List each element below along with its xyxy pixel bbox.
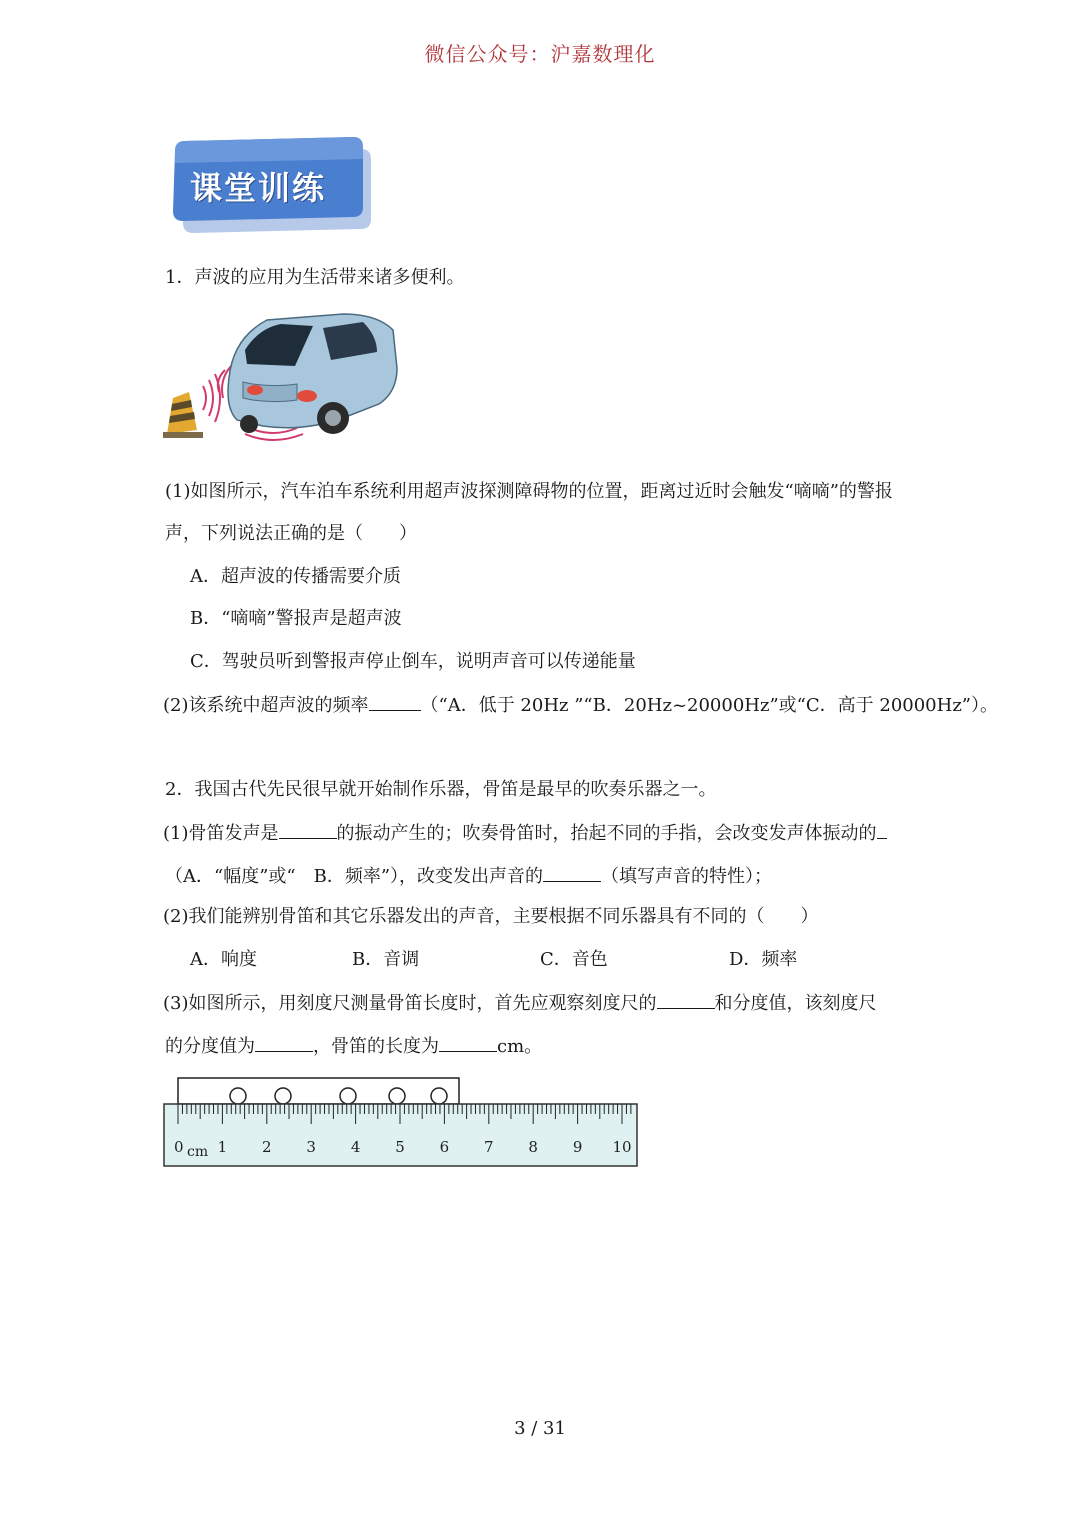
- q1-part2-choices: （“A．低于 20Hz ”“B．20Hz~20000Hz”或“C．高于 20000Hz”）。: [420, 695, 999, 716]
- car-parking-figure: [163, 308, 399, 443]
- q2-option-c: C．音色: [540, 949, 608, 970]
- q1-part1-line1: (1)如图所示，汽车泊车系统利用超声波探测障碍物的位置，距离过近时会触发“嘀嘀”的警报: [165, 481, 893, 502]
- bone-flute: [178, 1078, 459, 1104]
- q2-option-b: B．音调: [352, 949, 420, 970]
- q2-part2: (2)我们能辨别骨笛和其它乐器发出的声音，主要根据不同乐器具有不同的（ ）: [163, 906, 819, 927]
- answer-blank[interactable]: [877, 820, 887, 839]
- ruler-label: 8: [528, 1138, 538, 1156]
- answer-blank[interactable]: [279, 820, 337, 839]
- header-watermark: 微信公众号：沪嘉数理化: [424, 42, 656, 66]
- ruler-label: 6: [439, 1138, 450, 1156]
- q2-part3-line1: [163, 990, 877, 1016]
- ruler-label: 7: [484, 1138, 494, 1156]
- ruler-label: 3: [306, 1138, 316, 1156]
- q2-option-d: D．频率: [729, 949, 798, 970]
- ruler-figure: [160, 1070, 645, 1175]
- q2-part3-text-d: ，骨笛的长度为: [313, 1036, 439, 1057]
- traffic-cone-icon: [163, 392, 203, 438]
- answer-blank[interactable]: [439, 1033, 497, 1052]
- ruler-label: 2: [262, 1138, 272, 1156]
- q1-stem: 1．声波的应用为生活带来诸多便利。: [165, 267, 465, 288]
- q2-part1-text-b: 的振动产生的；吹奏骨笛时，抬起不同的手指，会改变发声体振动的: [336, 823, 877, 844]
- q2-part3-text-b: 和分度值，该刻度尺: [714, 993, 877, 1014]
- q1-option-a: A．超声波的传播需要介质: [190, 566, 401, 587]
- q2-part1-text-c: （A．“幅度”或“ B．频率”），改变发出声音的: [165, 866, 544, 887]
- q2-part3-line2: [165, 1033, 542, 1059]
- q1-option-c: C．驾驶员听到警报声停止倒车，说明声音可以传递能量: [190, 651, 636, 672]
- q1-option-b: B．“嘀嘀”警报声是超声波: [190, 608, 402, 629]
- ruler-label: 9: [572, 1138, 583, 1156]
- q2-part1-line1: [163, 820, 887, 846]
- q2-part3-text-c: 的分度值为: [165, 1036, 255, 1057]
- page-number: 3 / 31: [514, 1418, 566, 1439]
- answer-blank[interactable]: [255, 1033, 313, 1052]
- q2-part1-text-d: （填写声音的特性）；: [601, 866, 773, 887]
- q1-part2: [163, 692, 998, 718]
- q2-part3-text-a: (3)如图所示，用刻度尺测量骨笛长度时，首先应观察刻度尺的: [163, 993, 657, 1014]
- section-title: 课堂训练: [190, 169, 327, 207]
- ruler-label: 0: [174, 1138, 184, 1156]
- q2-part3-unit: cm。: [497, 1036, 543, 1057]
- ruler-label: 5: [395, 1138, 405, 1156]
- answer-blank[interactable]: [543, 863, 601, 882]
- answer-blank[interactable]: [369, 692, 421, 711]
- q2-part1-line2: [165, 863, 772, 889]
- ruler-label: 4: [350, 1138, 361, 1156]
- answer-blank[interactable]: [657, 990, 715, 1009]
- q1-part1-line2: 声，下列说法正确的是（ ）: [165, 523, 417, 544]
- ruler-label: 10: [612, 1138, 632, 1156]
- q2-part1-text-a: (1)骨笛发声是: [163, 823, 279, 844]
- ruler-unit: cm: [187, 1144, 209, 1160]
- q2-stem: 2．我国古代先民很早就开始制作乐器，骨笛是最早的吹奏乐器之一。: [165, 779, 717, 800]
- q1-part2-text: (2)该系统中超声波的频率: [163, 695, 369, 716]
- ruler-label: 1: [217, 1138, 228, 1156]
- q2-option-a: A．响度: [190, 949, 257, 970]
